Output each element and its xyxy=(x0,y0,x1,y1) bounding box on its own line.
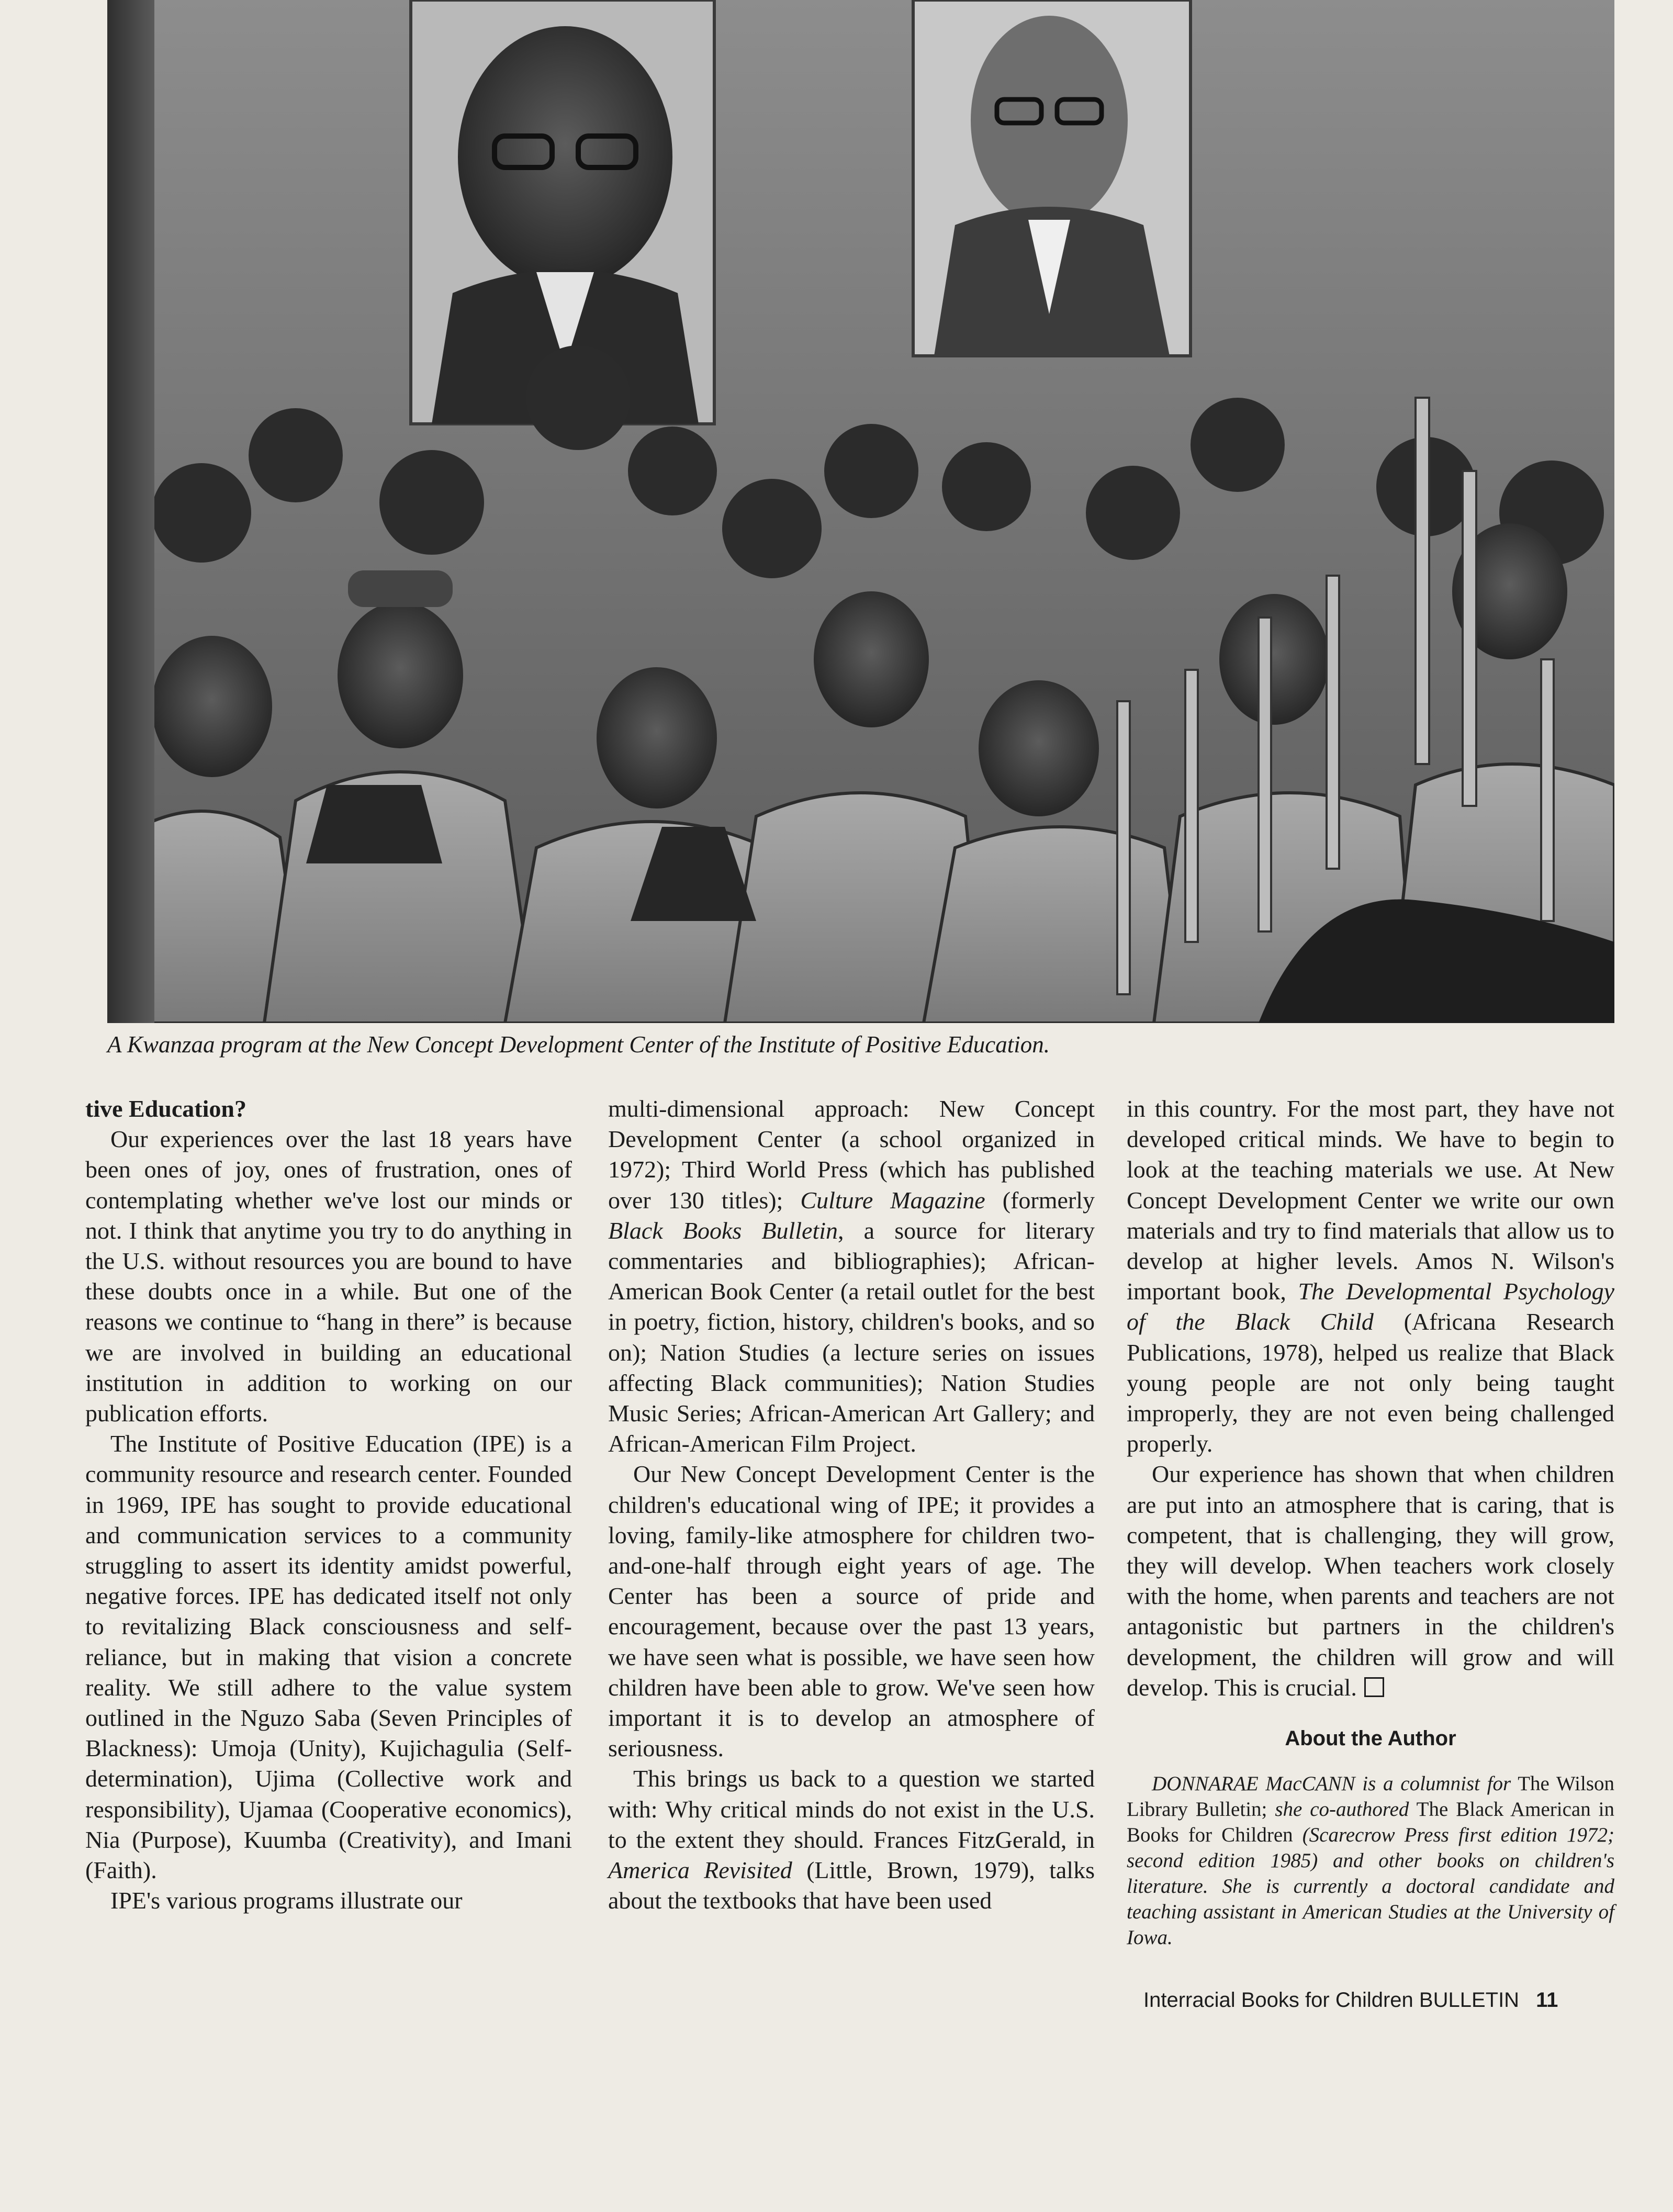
title-black-american-books: The Black American in Books for Children xyxy=(1127,1798,1614,1847)
publication-name: Interracial Books for Children BULLETIN xyxy=(1143,1989,1520,2012)
article-paragraph: IPE's various programs illustrate our xyxy=(110,1887,463,1914)
title-america-revisited: America Revisited xyxy=(608,1857,792,1884)
about-author-heading: About the Author xyxy=(1285,1727,1456,1750)
text-run: DONNARAE MacCANN is a columnist for xyxy=(1152,1772,1511,1795)
text-run: Our experience has shown that when children are put into an atmosphere that is caring, that is competent, that is challenging, they will grow, they will develop. When teachers work closely with the home, when parents and teachers are not antagonistic but partners in the children's development, the children will grow and will develop. This is crucial. xyxy=(1127,1461,1614,1701)
section-heading-fragment: tive Education? xyxy=(85,1095,246,1122)
article-paragraph: Our experiences over the last 18 years have been ones of joy, ones of frustration, ones of contemplating whether we've lost our minds or not. I think that anytime you try to do anything in the U.S. without resources you are bound to have these doubts once in a while. But one of the reasons we continue to “hang in there” is because we are involved in building an educational institution in addition to working on our publication efforts. xyxy=(85,1126,572,1427)
article-paragraph xyxy=(1127,1459,1614,1703)
text-run: (Africana Research Publications, 1978), helped us realize that Black young people are not only being taught improperly, they are not even being challenged properly. xyxy=(1127,1308,1614,1457)
text-run: multi-dimensional approach: New Concept Development Center (a school organized in 1972); Third World Press (which has published over 130 titles); xyxy=(608,1095,1095,1214)
text-run: she co-authored xyxy=(1275,1798,1409,1821)
article-paragraph xyxy=(608,1094,1095,1459)
kwanzaa-photo xyxy=(107,0,1614,1023)
article-paragraph xyxy=(1127,1094,1614,1459)
title-culture-magazine: Culture Magazine xyxy=(800,1186,985,1214)
title-developmental-psychology: The Developmental Psychology of the Black Child xyxy=(1127,1278,1614,1335)
article-paragraph xyxy=(85,1094,572,1124)
text-run: This brings us back to a question we started with: Why critical minds do not exist in the U.S. to the extent they should. Frances FitzGerald, in xyxy=(608,1765,1095,1853)
text-run: , a source for literary commentaries and bibliographies); African-American Book Center (a retail outlet for the best in poetry, fiction, history, children's books, and so on); Nation Studies (a lecture series on issues affecting Black communities); Nation Studies Music Series; African-American Art Gallery; and African-American Film Project. xyxy=(608,1217,1095,1457)
title-wilson-library-bulletin: The Wilson Library Bulletin; xyxy=(1127,1772,1614,1821)
article-column-2 xyxy=(608,1094,1095,1916)
article-column-1 xyxy=(85,1094,572,1916)
text-run: in this country. For the most part, they have not developed critical minds. We have to begin to look at the teaching materials we use. At New Concept Development Center we write our own materials and try to find materials that allow us to develop at higher levels. Amos N. Wilson's important book, xyxy=(1127,1095,1614,1305)
article-paragraph: The Institute of Positive Education (IPE) is a community resource and research center. Founded in 1969, IPE has sought to provide educational and communication services to a community struggling to assert its identity amidst powerful, negative forces. IPE has dedicated itself not only to revitalizing Black consciousness and self-reliance, but in making that vision a concrete reality. We still adhere to the value system outlined in the Nguzo Saba (Seven Principles of Blackness): Umoja (Unity), Kujichagulia (Self-determination), Ujima (Collective work and responsibility), Ujamaa (Cooperative economics), Nia (Purpose), Kuumba (Creativity), and Imani (Faith). xyxy=(85,1430,572,1884)
text-run: (Little, Brown, 1979), talks about the textbooks that have been used xyxy=(608,1857,1095,1914)
end-of-article-mark-icon xyxy=(1364,1677,1384,1697)
article-paragraph: Our New Concept Development Center is the children's educational wing of IPE; it provides a loving, family-like atmosphere for children two-and-one-half through eight years of age. The Center has been a source of pride and encouragement, because over the past 13 years, we have seen what is possible, we have seen how children have been able to grow. We've seen how important it is to develop an atmosphere of seriousness. xyxy=(608,1461,1095,1762)
page-footer xyxy=(1143,1989,1558,2012)
author-bio xyxy=(1127,1771,1614,1950)
photo-edge-strip xyxy=(107,0,154,1023)
photo-caption: A Kwanzaa program at the New Concept Development Center of the Institute of Positive Education. xyxy=(107,1031,1050,1058)
photograph-icon xyxy=(107,0,1614,1023)
title-black-books-bulletin: Black Books Bulletin xyxy=(608,1217,838,1244)
text-run: (formerly xyxy=(985,1186,1095,1214)
page-number: 11 xyxy=(1536,1989,1558,2012)
article-paragraph xyxy=(608,1764,1095,1916)
text-run: (Scarecrow Press first edition 1972; second edition 1985) and other books on children's literature. She is currently a doctoral candidate and teaching assistant in American Studies at the University of Iowa. xyxy=(1127,1824,1614,1949)
article-column-3 xyxy=(1127,1094,1614,1950)
